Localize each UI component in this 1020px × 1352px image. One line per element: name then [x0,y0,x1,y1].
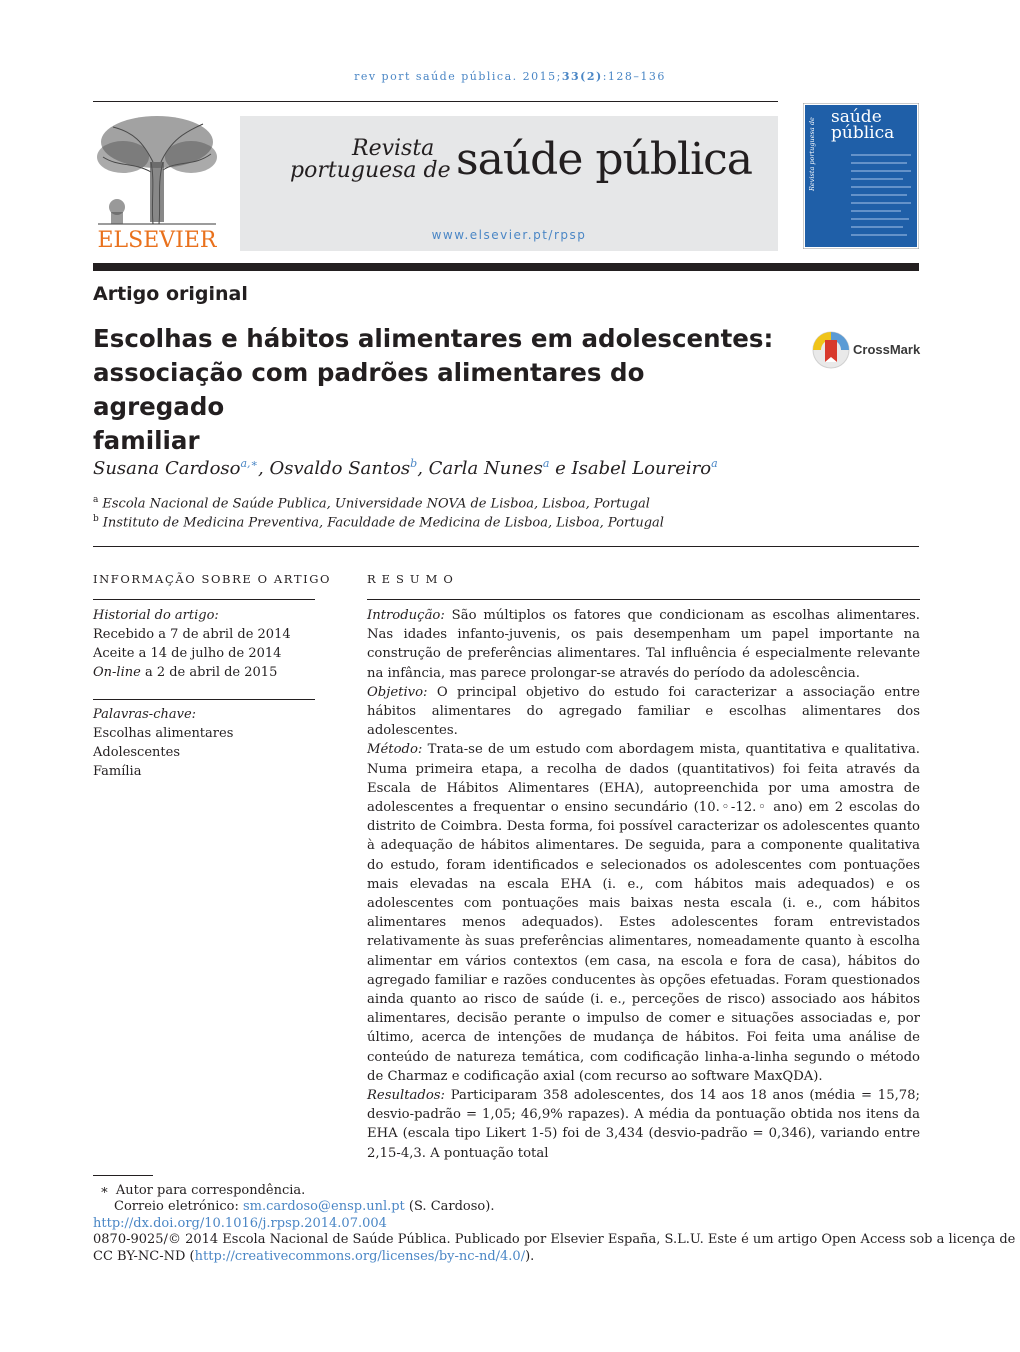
footnote-text: Autor para correspondência. [115,1183,306,1198]
cover-title-1: saúde [831,107,882,127]
article-title [93,322,783,458]
header-rule [93,101,778,102]
journal-url[interactable]: www.elsevier.pt/rpsp [431,228,587,242]
banner-title-line2: portuguesa de [290,158,451,183]
license-prefix: CC BY-NC-ND ( [93,1249,195,1264]
corresponding-author-note [100,1183,305,1198]
abstract-paragraph [367,683,920,741]
affiliation-text: Instituto de Medicina Preventiva, Faculdade de Medicina de Lisboa, Lisboa, Portugal [102,515,664,531]
banner-title-main: saúde pública [456,134,753,185]
affiliation-a [93,495,650,511]
abstract-section-text: Trata-se de um estudo com abordagem mista, quantitativa e qualitativa. Numa primeira etapa, a recolha de dados (quantitativos) foi feita através da Escala de Hábitos Alimentares (EHA), autopreenchida por uma amostra de adolescentes a frequentar o ensino secundário (10.◦-12.◦ ano) em 2 escolas do distrito de Coimbra. Desta forma, foi possível caracterizar os adolescentes quanto à adequação de hábitos alimentares. De seguida, para a componente qualitativa do estudo, foram identificados e selecionados os adolescentes com pontuações mais elevadas na escala EHA (i. e., com hábitos mais adequados) e os adolescentes com pontuações mais baixas nesta escala (i. e., com hábitos alimentares menos adequados). Estes adolescentes foram entrevistados relativamente às suas preferências alimentares, nomeadamente quanto à escolha alimentar em vários contextos (em casa, na escola e fora de casa), hábitos do agregado familiar e razões conducentes às opções efetuadas. Foram questionados ainda quanto ao risco de saúde (i. e., perceções de risco) associado aos hábitos alimentares, decisão perante o impulso de comer e situações associadas e, por último, acerca de intenções de mudança de hábitos. Foi feita uma análise de conteúdo de natureza temática, com codificação linha-a-linha segundo o método de Charmaz e codificação axial (com recurso ao software MaxQDA). [367,742,920,1084]
online-date [93,665,277,680]
crossmark-label: CrossMark [853,342,921,357]
author-affiliation-mark[interactable]: a [711,457,718,470]
author-name: Osvaldo Santos [269,458,411,479]
affiliation-key: a [93,495,99,505]
license-suffix: ). [525,1249,535,1264]
keyword: Adolescentes [93,745,180,760]
affiliation-b [93,514,664,530]
author-name: Carla Nunes [428,458,543,479]
license-link[interactable]: http://creativecommons.org/licenses/by-nc-nd/4.0/ [194,1249,526,1264]
author-affiliation-mark[interactable]: b [410,457,418,470]
cover-side-title: Revista portuguesa de [808,117,816,191]
affiliation-text: Escola Nacional de Saúde Publica, Universidade NOVA de Lisboa, Lisboa, Portugal [102,496,650,512]
author-separator: , [417,458,429,479]
copyright-line-2 [93,1249,534,1264]
journal-citation [0,70,1020,83]
author-separator: , [258,458,270,479]
abstract-section-label: Introdução: [367,608,445,623]
journal-cover [803,103,919,249]
abstract-paragraph [367,606,920,683]
author-name: Isabel Loureiro [571,458,712,479]
abstract-section-text: Participaram 358 adolescentes, dos 14 aos 18 anos (média = 15,78; desvio-padrão = 1,05; 46,9% rapazes). A média da pontuação obtida nos itens da EHA (escala tipo Likert 1-5) foi de 3,434 (desvio-padrão = 0,346), variando entre 2,15-4,3. A pontuação total [367,1088,920,1161]
cover-title-2: pública [831,123,895,143]
title-line-2: associação com padrões alimentares do agregado [93,358,645,421]
banner-title-line1: Revista [352,136,435,161]
history-label: Historial do artigo: [93,608,219,623]
journal-banner-title [290,134,760,194]
abstract-heading: RESUMO [367,572,459,586]
received-date: Recebido a 7 de abril de 2014 [93,627,291,642]
footnote-rule [93,1175,153,1176]
article-info-heading: INFORMAÇÃO SOBRE O ARTIGO [93,572,332,586]
abstract-rule [367,599,920,600]
abstract-section-text: São múltiplos os fatores que condicionam as escolhas alimentares. Nas idades infanto-juvenis, os pais desempenham um papel importante na construção de preferências alimentares. Tal influência é especialmente relevante na infância, mas parece prolongar-se através do período da adolescência. [367,608,920,681]
accepted-date: Aceite a 14 de julho de 2014 [93,646,282,661]
author-separator: e [549,458,572,479]
title-line-1: Escolhas e hábitos alimentares em adolescentes: [93,324,774,353]
keyword: Escolhas alimentares [93,726,234,741]
affiliation-key: b [93,514,99,524]
email-suffix: (S. Cardoso). [404,1199,495,1214]
author-affiliation-mark[interactable]: a,∗ [240,457,259,470]
email-label: Correio eletrónico: [114,1199,243,1214]
abstract-section-label: Resultados: [367,1088,445,1104]
article-info-rule [93,599,315,600]
title-line-3: familiar [93,426,200,455]
abstract-paragraph [367,740,920,1086]
online-rest: a 2 de abril de 2015 [140,665,278,680]
abstract-section-label: Objetivo: [367,684,428,700]
keywords-rule [93,699,315,700]
journal-pages: :128–136 [602,70,666,83]
keyword: Família [93,764,142,779]
journal-name: rev port saúde pública. [354,70,518,83]
crossmark-icon [811,330,851,370]
abstract-paragraph [367,1086,920,1163]
elsevier-logo [93,112,221,254]
abstract-section-text: O principal objetivo do estudo foi caracterizar a associação entre hábitos alimentares do agregado familiar e escolhas alimentares dos adolescentes. [367,684,920,739]
email-note [114,1199,494,1214]
keywords-label: Palavras-chave: [93,707,197,722]
section-rule [93,546,919,547]
journal-year: 2015; [522,70,562,83]
doi-link[interactable]: http://dx.doi.org/10.1016/j.rpsp.2014.07.004 [93,1216,387,1231]
author-affiliation-mark[interactable]: a [542,457,550,470]
author-name: Susana Cardoso [93,458,241,479]
header-thick-rule [93,263,919,271]
journal-volume: 33(2) [561,70,603,83]
copyright-line-1: 0870-9025/© 2014 Escola Nacional de Saúde Pública. Publicado por Elsevier España, S.L.U. Este é um artigo Open Access sob a licença de [93,1232,1016,1247]
online-label: On-line [93,665,141,680]
email-link[interactable]: sm.cardoso@ensp.unl.pt [242,1199,405,1214]
abstract-section-label: Método: [367,742,423,758]
elsevier-wordmark: ELSEVIER [97,228,217,253]
abstract-body [367,606,920,1163]
footnote-mark: ∗ [100,1183,109,1198]
author-list [93,457,718,479]
crossmark-badge[interactable] [811,330,921,370]
article-type: Artigo original [93,283,248,305]
